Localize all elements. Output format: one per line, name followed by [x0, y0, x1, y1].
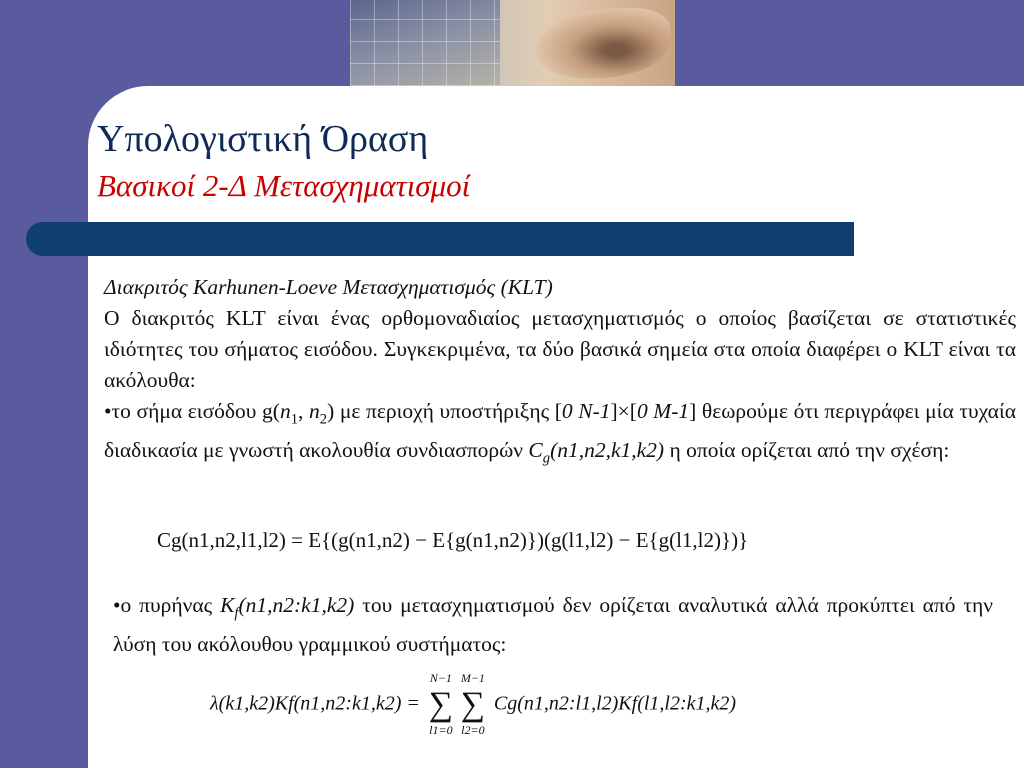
bullet1-range2: 0 M-1: [636, 399, 690, 423]
bullet1-cg: C: [528, 438, 543, 463]
sum-l2: ∑ M−1 l2=0: [457, 688, 489, 722]
bullet1-times: ]×[: [610, 399, 637, 423]
header-image: [350, 0, 675, 86]
bullet2-kf-sub: f: [234, 605, 239, 622]
sum-l2-lower: l2=0: [461, 723, 485, 737]
bullet1-n2: n: [309, 399, 320, 423]
bullet2-kf-args: (n1,n2:k1,k2): [238, 593, 355, 617]
body-text-2: [113, 590, 993, 660]
bullet1-suffix: ] θεωρούμε ότι περιγράφει μία τυχαία διαδικασία με γνωστή ακολουθία συνδιασπορών: [104, 399, 1016, 463]
slide-title: Υπολογιστική Όραση: [97, 118, 429, 160]
bullet1-tail: η οποία ορίζεται από την σχέση:: [664, 438, 950, 463]
bullet1-mid: ) με περιοχή υποστήριξης [: [327, 399, 562, 423]
bullet2-prefix: •ο πυρήνας: [113, 593, 221, 617]
bullet1-n1: n: [279, 399, 291, 423]
bullet2-kf: K: [220, 593, 235, 617]
title-divider-bar: [26, 222, 854, 256]
side-band: [0, 0, 88, 768]
bullet1-range1: 0 N-1: [561, 399, 611, 423]
bullet-input-signal: •το σήμα εισόδου $g(n_1$, $n_2$) με περιοχή υποστήριξης [0 N-1]×[0 M-1] θεωρούμε ότι περιγράφει μία τυχαία διαδικασία με γνωστή ακολουθία συνδιασπορών $C_g(n1,n2,k1,k2)$ η οποία ορίζεται από την σχέση:: [104, 399, 1016, 467]
slide-subtitle: Βασικοί 2-Δ Μετασχηματισμοί: [97, 168, 471, 203]
sum-l1: ∑ N−1 l1=0: [425, 688, 457, 722]
section-heading: Διακριτός Karhunen-Loeve Μετασχηματισμός (KLT): [104, 275, 553, 299]
eq2-lhs: λ(k1,k2)Kf(n1,n2:k1,k2) =: [210, 692, 420, 715]
eye-image: [535, 8, 670, 78]
bullet2-suffix: του μετασχηματισμού δεν ορίζεται αναλυτικά αλλά προκύπτει από την λύση του ακόλουθου γραμμικού συστήματος:: [113, 593, 993, 657]
intro-paragraph: Ο διακριτός KLT είναι ένας ορθομοναδιαίος μετασχηματισμός ο οποίος βασίζεται σε στατιστικές ιδιότητες του σήματος εισόδου. Συγκεκριμένα, τα δύο βασικά σημεία στα οποία διαφέρει ο KLT είναι τα ακόλουθα:: [104, 306, 1016, 392]
sum-l1-upper: N−1: [429, 671, 452, 685]
bullet1-cg-sub: g: [542, 450, 551, 467]
sum-l1-lower: l1=0: [429, 723, 453, 737]
eq2-rhs: Cg(n1,n2:l1,l2)Kf(l1,l2:k1,k2): [493, 692, 737, 715]
bullet1-cg-args: (n1,n2,k1,k2): [550, 438, 665, 463]
bullet-kernel: [113, 590, 993, 660]
photo-collage: [350, 0, 500, 86]
eigen-equation: [210, 668, 870, 738]
body-text: [104, 272, 1016, 475]
covariance-equation: Cg(n1,n2,l1,l2) = E{(g(n1,n2) − E{g(n1,n2)})(g(l1,l2) − E{g(l1,l2)})}: [157, 528, 749, 552]
bullet1-prefix: •το σήμα εισόδου g(: [104, 399, 280, 423]
sum-l2-upper: M−1: [460, 671, 485, 685]
